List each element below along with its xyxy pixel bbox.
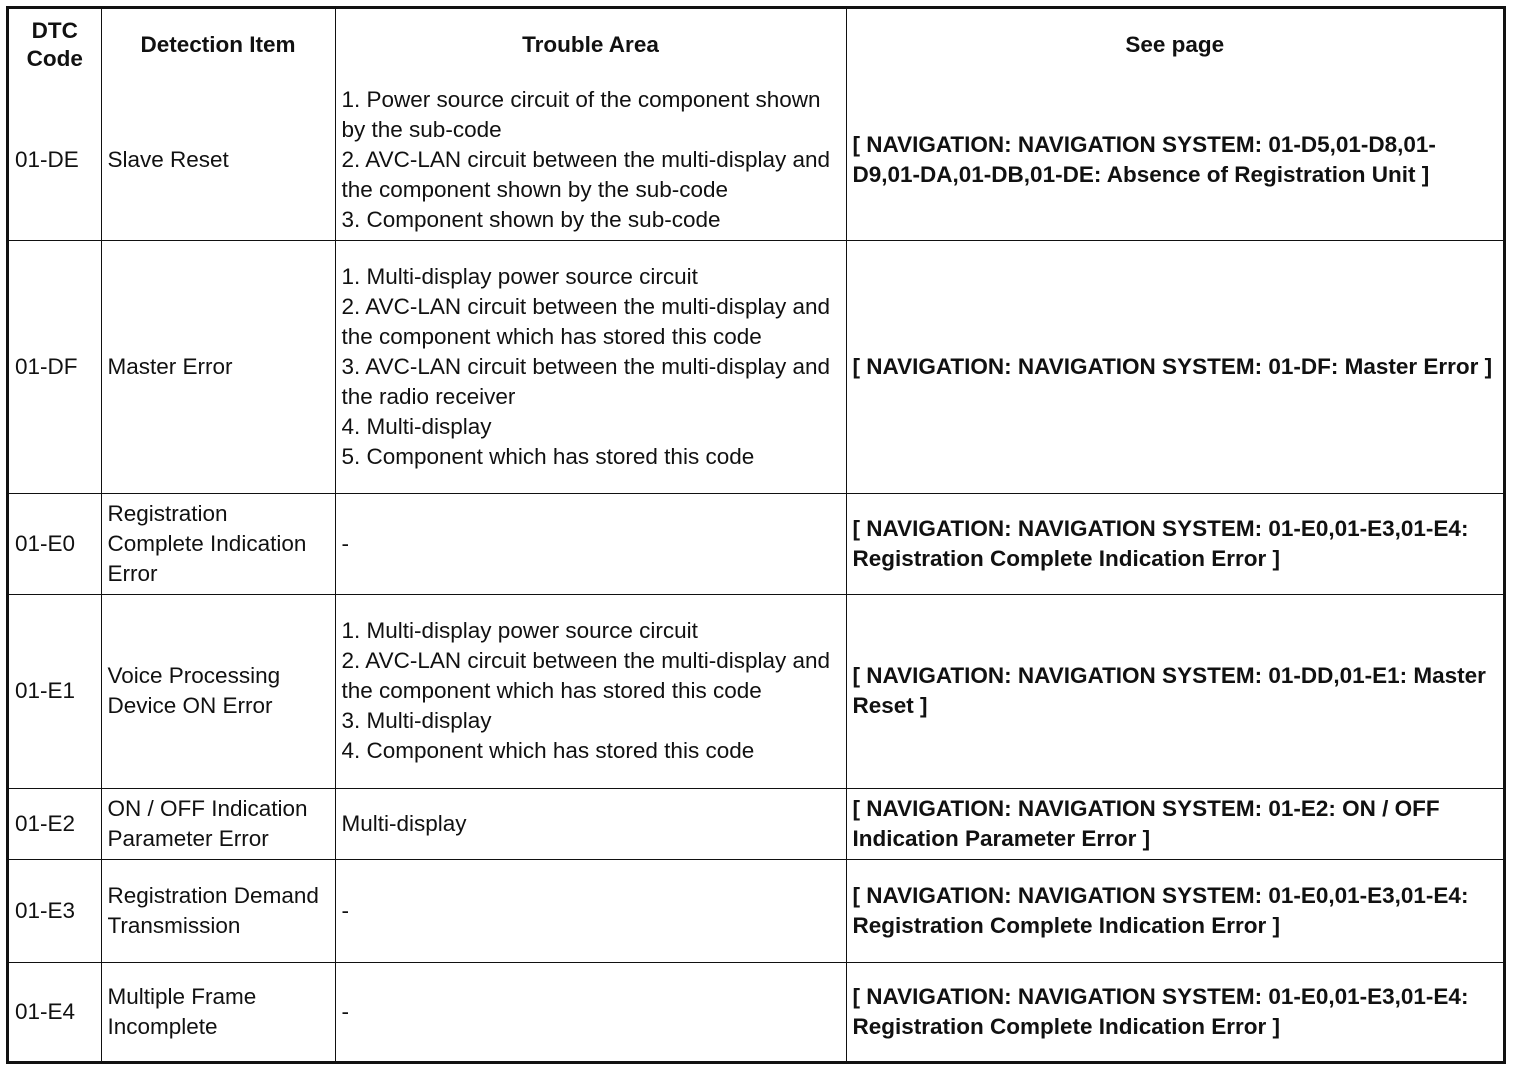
dtc-code-cell: 01-E3: [9, 859, 101, 962]
trouble-area-cell: -: [335, 859, 846, 962]
see-page-link[interactable]: [ NAVIGATION: NAVIGATION SYSTEM: 01-DD,01-E1: Master Reset ]: [846, 594, 1503, 788]
table-row: [9, 240, 1503, 493]
detection-item-cell: Registration Complete Indication Error: [101, 493, 335, 594]
see-page-link[interactable]: [ NAVIGATION: NAVIGATION SYSTEM: 01-DF: Master Error ]: [846, 240, 1503, 493]
see-page-link[interactable]: [ NAVIGATION: NAVIGATION SYSTEM: 01-E0,01-E3,01-E4: Registration Complete Indication Error ]: [846, 493, 1503, 594]
table-row: [9, 493, 1503, 594]
detection-item-cell: Registration Demand Transmission: [101, 859, 335, 962]
trouble-area-cell: 1. Multi-display power source circuit 2. AVC-LAN circuit between the multi-display and the component which has stored this code 3. AVC-LAN circuit between the multi-display and the radio receiver 4. Multi-display 5. Component which has stored this code: [335, 240, 846, 493]
dtc-code-cell: 01-E2: [9, 788, 101, 859]
see-page-link[interactable]: [ NAVIGATION: NAVIGATION SYSTEM: 01-E2: ON / OFF Indication Parameter Error ]: [846, 788, 1503, 859]
dtc-table: [9, 9, 1503, 1061]
detection-item-cell: Master Error: [101, 240, 335, 493]
header-trouble-area: Trouble Area: [335, 9, 846, 80]
dtc-table-frame: [6, 6, 1506, 1064]
see-page-link[interactable]: [ NAVIGATION: NAVIGATION SYSTEM: 01-D5,01-D8,01-D9,01-DA,01-DB,01-DE: Absence of Registration Unit ]: [846, 80, 1503, 240]
see-page-link[interactable]: [ NAVIGATION: NAVIGATION SYSTEM: 01-E0,01-E3,01-E4: Registration Complete Indication Error ]: [846, 962, 1503, 1061]
header-dtc-code: DTC Code: [9, 9, 101, 80]
dtc-code-cell: 01-E1: [9, 594, 101, 788]
detection-item-cell: Voice Processing Device ON Error: [101, 594, 335, 788]
detection-item-cell: Slave Reset: [101, 80, 335, 240]
trouble-area-cell: Multi-display: [335, 788, 846, 859]
detection-item-cell: ON / OFF Indication Parameter Error: [101, 788, 335, 859]
dtc-code-cell: 01-DE: [9, 80, 101, 240]
header-detection-item: Detection Item: [101, 9, 335, 80]
table-row: [9, 594, 1503, 788]
table-row: [9, 788, 1503, 859]
trouble-area-cell: 1. Power source circuit of the component shown by the sub-code 2. AVC-LAN circuit between the multi-display and the component shown by the sub-code 3. Component shown by the sub-code: [335, 80, 846, 240]
header-see-page: See page: [846, 9, 1503, 80]
trouble-area-cell: -: [335, 962, 846, 1061]
header-row: [9, 9, 1503, 80]
table-row: [9, 962, 1503, 1061]
dtc-code-cell: 01-E0: [9, 493, 101, 594]
table-row: [9, 80, 1503, 240]
trouble-area-cell: 1. Multi-display power source circuit 2. AVC-LAN circuit between the multi-display and the component which has stored this code 3. Multi-display 4. Component which has stored this code: [335, 594, 846, 788]
trouble-area-cell: -: [335, 493, 846, 594]
dtc-code-cell: 01-E4: [9, 962, 101, 1061]
detection-item-cell: Multiple Frame Incomplete: [101, 962, 335, 1061]
dtc-code-cell: 01-DF: [9, 240, 101, 493]
table-row: [9, 859, 1503, 962]
see-page-link[interactable]: [ NAVIGATION: NAVIGATION SYSTEM: 01-E0,01-E3,01-E4: Registration Complete Indication Error ]: [846, 859, 1503, 962]
